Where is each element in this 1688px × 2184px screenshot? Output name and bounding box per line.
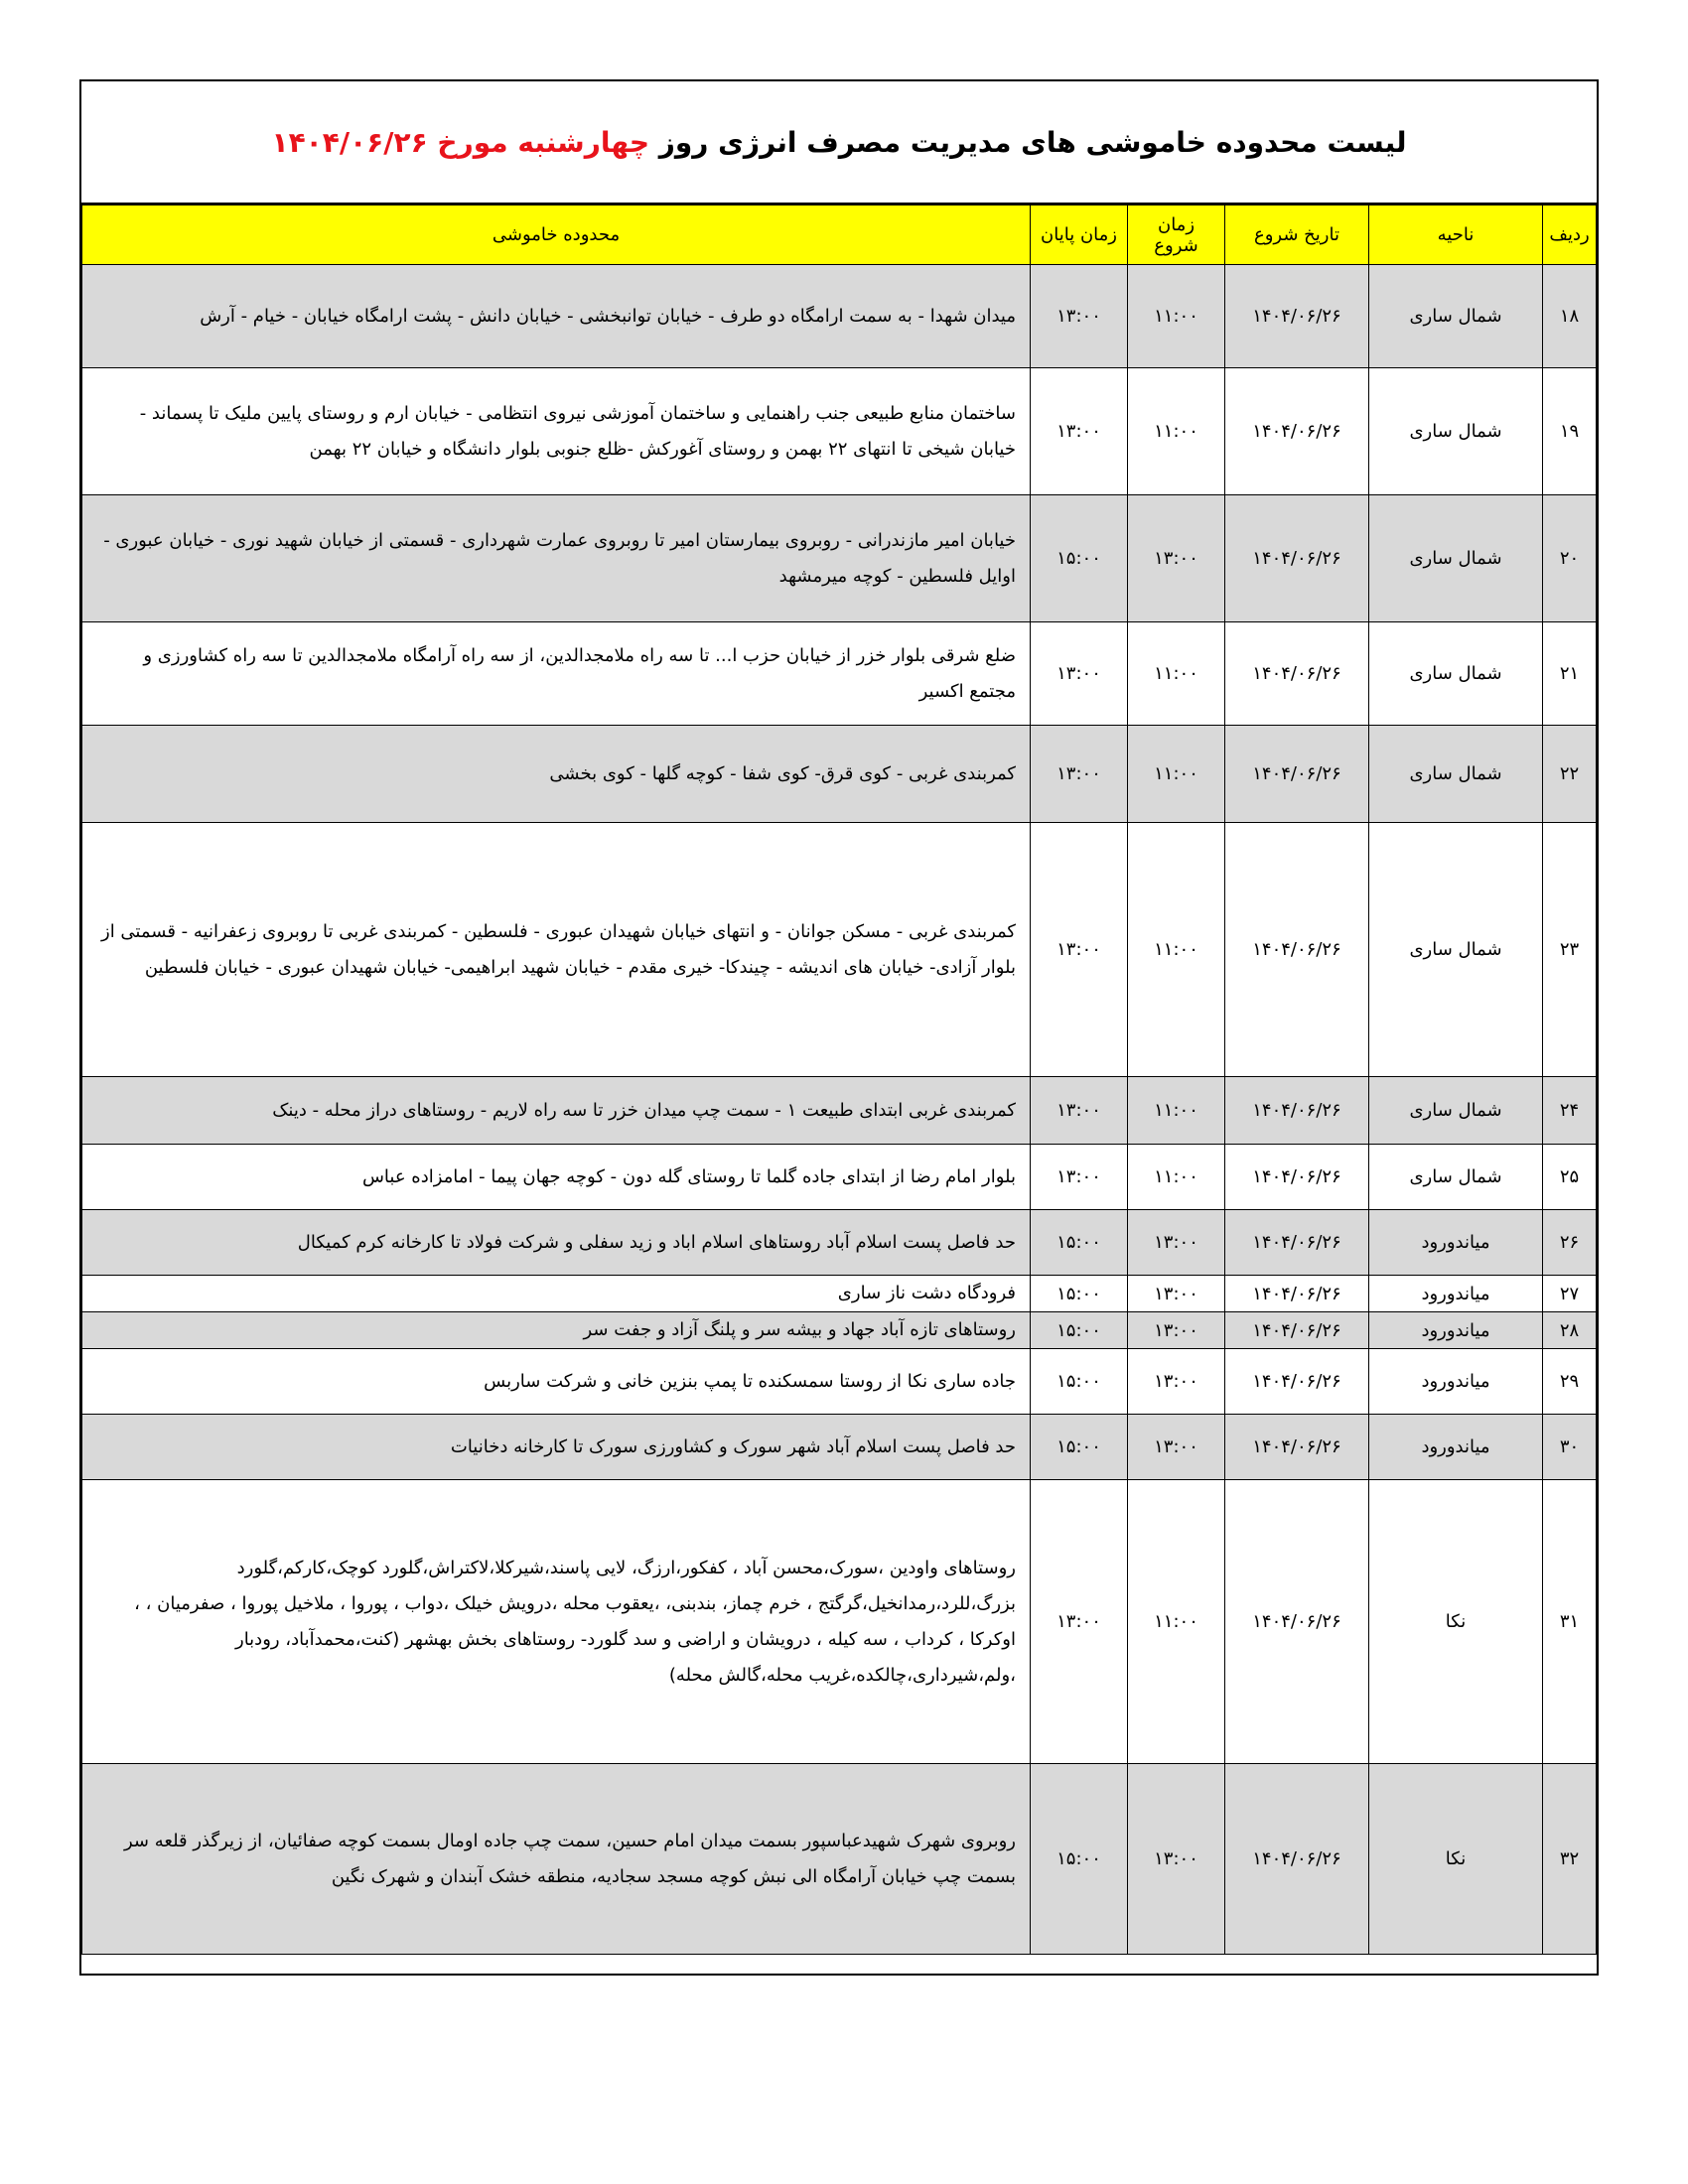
- cell-end-time: ۱۵:۰۰: [1031, 1312, 1128, 1349]
- cell-area: کمربندی غربی - مسکن جوانان - و انتهای خیابان شهیدان عبوری - فلسطین - کمربندی غربی تا روبروی زعفرانیه - قسمتی از بلوار آزادی- خیابان های اندیشه - چیندکا- خیری مقدم - خیابان شهید ابراهیمی- خیابان شهیدان عبوری - خیابان فلسطین: [82, 823, 1031, 1077]
- cell-start-time: ۱۱:۰۰: [1128, 622, 1225, 726]
- table-row: [82, 1145, 1597, 1210]
- cell-end-time: ۱۳:۰۰: [1031, 1480, 1128, 1764]
- cell-area: میدان شهدا - به سمت ارامگاه دو طرف - خیابان توانبخشی - خیابان دانش - پشت ارامگاه خیابان - خیام - آرش: [82, 265, 1031, 368]
- cell-end-time: ۱۳:۰۰: [1031, 622, 1128, 726]
- cell-start-time: ۱۱:۰۰: [1128, 726, 1225, 823]
- cell-start-date: ۱۴۰۴/۰۶/۲۶: [1225, 1312, 1369, 1349]
- cell-start-date: ۱۴۰۴/۰۶/۲۶: [1225, 1210, 1369, 1276]
- cell-start-date: ۱۴۰۴/۰۶/۲۶: [1225, 1415, 1369, 1480]
- cell-start-time: ۱۱:۰۰: [1128, 368, 1225, 495]
- table-row: [82, 265, 1597, 368]
- cell-end-time: ۱۳:۰۰: [1031, 1077, 1128, 1145]
- cell-district: شمال ساری: [1369, 368, 1543, 495]
- cell-start-date: ۱۴۰۴/۰۶/۲۶: [1225, 1276, 1369, 1312]
- cell-start-time: ۱۳:۰۰: [1128, 1210, 1225, 1276]
- table-row: [82, 823, 1597, 1077]
- cell-end-time: ۱۳:۰۰: [1031, 368, 1128, 495]
- cell-district: میاندورود: [1369, 1210, 1543, 1276]
- cell-area: خیابان امیر مازندرانی - روبروی بیمارستان امیر تا روبروی عمارت شهرداری - قسمتی از خیابان شهید نوری - خیابان عبوری - اوایل فلسطین - کوچه میرمشهد: [82, 495, 1031, 622]
- cell-start-time: ۱۳:۰۰: [1128, 1349, 1225, 1415]
- table-row: [82, 1276, 1597, 1312]
- cell-row-number: ۳۲: [1543, 1764, 1597, 1955]
- cell-area: کمربندی غربی - کوی قرق- کوی شفا - کوچه گلها - کوی بخشی: [82, 726, 1031, 823]
- cell-start-date: ۱۴۰۴/۰۶/۲۶: [1225, 1145, 1369, 1210]
- cell-row-number: ۲۷: [1543, 1276, 1597, 1312]
- header-start-date: تاریخ شروع: [1225, 205, 1369, 265]
- header-row-number: ردیف: [1543, 205, 1597, 265]
- cell-start-time: ۱۱:۰۰: [1128, 265, 1225, 368]
- cell-area: ضلع شرقی بلوار خزر از خیابان حزب ا... تا سه راه ملامجدالدین، از سه راه آرامگاه ملامجدالدین تا سه راه کشاورزی و مجتمع اکسیر: [82, 622, 1031, 726]
- cell-district: شمال ساری: [1369, 726, 1543, 823]
- cell-row-number: ۱۹: [1543, 368, 1597, 495]
- cell-end-time: ۱۳:۰۰: [1031, 1145, 1128, 1210]
- cell-area: جاده ساری نکا از روستا سمسکنده تا پمپ بنزین خانی و شرکت ساربس: [82, 1349, 1031, 1415]
- cell-area: روستاهای تازه آباد جهاد و بیشه سر و پلنگ آزاد و جفت سر: [82, 1312, 1031, 1349]
- title-date: چهارشنبه مورخ ۱۴۰۴/۰۶/۲۶: [271, 125, 650, 159]
- cell-district: میاندورود: [1369, 1312, 1543, 1349]
- cell-district: شمال ساری: [1369, 495, 1543, 622]
- cell-row-number: ۲۹: [1543, 1349, 1597, 1415]
- schedule-sheet: [79, 79, 1599, 1976]
- table-row: [82, 1415, 1597, 1480]
- header-end-time: زمان پایان: [1031, 205, 1128, 265]
- cell-end-time: ۱۳:۰۰: [1031, 726, 1128, 823]
- cell-area: کمربندی غربی ابتدای طبیعت ۱ - سمت چپ میدان خزر تا سه راه لاریم - روستاهای دراز محله - دینک: [82, 1077, 1031, 1145]
- cell-start-date: ۱۴۰۴/۰۶/۲۶: [1225, 622, 1369, 726]
- cell-end-time: ۱۵:۰۰: [1031, 1415, 1128, 1480]
- cell-start-date: ۱۴۰۴/۰۶/۲۶: [1225, 823, 1369, 1077]
- cell-end-time: ۱۵:۰۰: [1031, 1276, 1128, 1312]
- cell-row-number: ۲۰: [1543, 495, 1597, 622]
- cell-district: شمال ساری: [1369, 265, 1543, 368]
- cell-row-number: ۱۸: [1543, 265, 1597, 368]
- cell-start-time: ۱۳:۰۰: [1128, 1764, 1225, 1955]
- cell-row-number: ۲۸: [1543, 1312, 1597, 1349]
- cell-row-number: ۳۰: [1543, 1415, 1597, 1480]
- cell-area: روستاهای واودین ،سورک،محسن آباد ، کفکور،ارزگ، لایی پاسند،شیرکلا،لاکتراش،گلورد کوچک،کارکم،گلورد بزرگ،للرد،رمدانخیل،گرگتج ، خرم چماز، بندبنی، ،یعقوب محله ،درویش خیلک ،دواب ، پوروا ، ملاخیل پوروا ، صفرمیان ، ، اوکرکا ، کرداب ، سه کیله ، درویشان و اراضی و سد گلورد- روستاهای بخش بهشهر (کنت،محمدآباد، رودبار ،ولم،شیرداری،چالکده،غریب محله،گالش محله): [82, 1480, 1031, 1764]
- cell-area: حد فاصل پست اسلام آباد روستاهای اسلام اباد و زید سفلی و شرکت فولاد تا کارخانه کرم کمیکال: [82, 1210, 1031, 1276]
- cell-end-time: ۱۳:۰۰: [1031, 823, 1128, 1077]
- cell-area: بلوار امام رضا از ابتدای جاده گلما تا روستای گله دون - کوچه جهان پیما - امامزاده عباس: [82, 1145, 1031, 1210]
- cell-end-time: ۱۵:۰۰: [1031, 1349, 1128, 1415]
- cell-district: میاندورود: [1369, 1276, 1543, 1312]
- cell-district: شمال ساری: [1369, 823, 1543, 1077]
- cell-row-number: ۲۴: [1543, 1077, 1597, 1145]
- cell-end-time: ۱۵:۰۰: [1031, 495, 1128, 622]
- cell-start-date: ۱۴۰۴/۰۶/۲۶: [1225, 368, 1369, 495]
- outage-table: [81, 205, 1597, 1955]
- cell-start-date: ۱۴۰۴/۰۶/۲۶: [1225, 1349, 1369, 1415]
- cell-district: شمال ساری: [1369, 1077, 1543, 1145]
- table-row: [82, 1312, 1597, 1349]
- cell-area: ساختمان منابع طبیعی جنب راهنمایی و ساختمان آموزشی نیروی انتظامی - خیابان ارم و روستای پایین ملیک تا پسماند - خیابان شیخی تا انتهای ۲۲ بهمن و روستای آغورکش -ظلع جنوبی بلوار دانشگاه و خیابان ۲۲ بهمن: [82, 368, 1031, 495]
- table-row: [82, 622, 1597, 726]
- header-row: [82, 205, 1597, 265]
- cell-end-time: ۱۵:۰۰: [1031, 1210, 1128, 1276]
- cell-end-time: ۱۵:۰۰: [1031, 1764, 1128, 1955]
- cell-row-number: ۳۱: [1543, 1480, 1597, 1764]
- title-main: لیست محدوده خاموشی های مدیریت مصرف انرژی روز: [658, 125, 1407, 159]
- page-title: [81, 81, 1597, 205]
- table-row: [82, 368, 1597, 495]
- cell-row-number: ۲۶: [1543, 1210, 1597, 1276]
- header-area: محدوده خاموشی: [82, 205, 1031, 265]
- cell-start-time: ۱۱:۰۰: [1128, 1077, 1225, 1145]
- cell-start-time: ۱۱:۰۰: [1128, 823, 1225, 1077]
- cell-start-time: ۱۱:۰۰: [1128, 1145, 1225, 1210]
- table-body: [82, 265, 1597, 1955]
- cell-start-time: ۱۳:۰۰: [1128, 1276, 1225, 1312]
- cell-district: میاندورود: [1369, 1415, 1543, 1480]
- cell-start-date: ۱۴۰۴/۰۶/۲۶: [1225, 1480, 1369, 1764]
- cell-area: حد فاصل پست اسلام آباد شهر سورک و کشاورزی سورک تا کارخانه دخانیات: [82, 1415, 1031, 1480]
- cell-area: فرودگاه دشت ناز ساری: [82, 1276, 1031, 1312]
- cell-district: شمال ساری: [1369, 622, 1543, 726]
- table-row: [82, 1764, 1597, 1955]
- cell-start-date: ۱۴۰۴/۰۶/۲۶: [1225, 726, 1369, 823]
- table-row: [82, 1480, 1597, 1764]
- cell-start-date: ۱۴۰۴/۰۶/۲۶: [1225, 265, 1369, 368]
- cell-start-time: ۱۱:۰۰: [1128, 1480, 1225, 1764]
- cell-district: میاندورود: [1369, 1349, 1543, 1415]
- cell-district: نکا: [1369, 1764, 1543, 1955]
- cell-start-date: ۱۴۰۴/۰۶/۲۶: [1225, 1077, 1369, 1145]
- cell-district: شمال ساری: [1369, 1145, 1543, 1210]
- cell-row-number: ۲۵: [1543, 1145, 1597, 1210]
- cell-row-number: ۲۳: [1543, 823, 1597, 1077]
- table-row: [82, 726, 1597, 823]
- table-row: [82, 1077, 1597, 1145]
- table-row: [82, 495, 1597, 622]
- table-row: [82, 1210, 1597, 1276]
- cell-row-number: ۲۲: [1543, 726, 1597, 823]
- cell-district: نکا: [1369, 1480, 1543, 1764]
- cell-end-time: ۱۳:۰۰: [1031, 265, 1128, 368]
- cell-start-date: ۱۴۰۴/۰۶/۲۶: [1225, 1764, 1369, 1955]
- cell-row-number: ۲۱: [1543, 622, 1597, 726]
- table-row: [82, 1349, 1597, 1415]
- cell-start-time: ۱۳:۰۰: [1128, 1312, 1225, 1349]
- cell-area: روبروی شهرک شهیدعباسپور بسمت میدان امام حسین، سمت چپ جاده اومال بسمت کوچه صفائیان، از زیرگذر قلعه سر بسمت چپ خیابان آرامگاه الی نبش کوچه مسجد سجادیه، منطقه خشک آبندان و شهرک نگین: [82, 1764, 1031, 1955]
- header-start-time: زمان شروع: [1128, 205, 1225, 265]
- cell-start-time: ۱۳:۰۰: [1128, 495, 1225, 622]
- cell-start-time: ۱۳:۰۰: [1128, 1415, 1225, 1480]
- header-district: ناحیه: [1369, 205, 1543, 265]
- cell-start-date: ۱۴۰۴/۰۶/۲۶: [1225, 495, 1369, 622]
